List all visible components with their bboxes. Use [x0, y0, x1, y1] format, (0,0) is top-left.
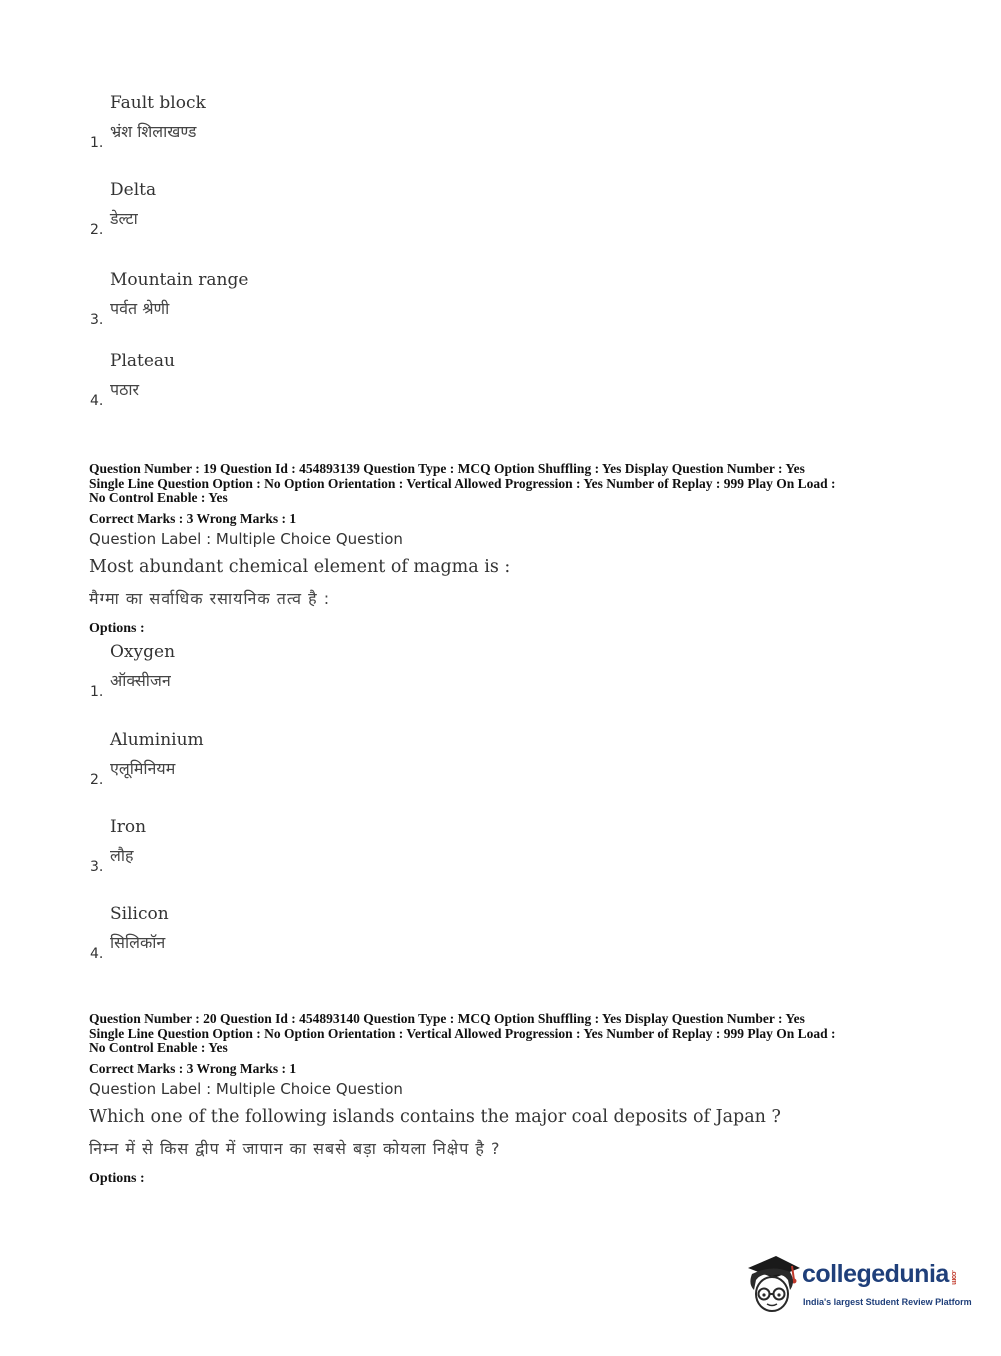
meta-line: Single Line Question Option : No Option Orientation : Vertical Allowed Progression : Yes Number of Replay : 999 Play On Load :: [89, 475, 836, 491]
q20-options-heading: Options :: [89, 1171, 145, 1186]
logo-brand-text: [802, 1260, 957, 1289]
option-text-hi: पठार: [110, 380, 140, 399]
q20-meta: [89, 1012, 919, 1056]
mascot-icon: [742, 1250, 804, 1316]
option-number: 2.: [90, 222, 104, 238]
option-text-hi: पर्वत श्रेणी: [110, 299, 170, 318]
option-text-hi: डेल्टा: [110, 209, 138, 228]
q20-question-hi: निम्न में से किस द्वीप में जापान का सबसे बड़ा कोयला निक्षेप है ?: [89, 1139, 501, 1158]
collegedunia-logo: [742, 1250, 972, 1320]
option-number: 1.: [90, 135, 104, 151]
option-text-hi: एलूमिनियम: [110, 759, 176, 778]
q19-meta: [89, 462, 919, 506]
option-number: 3.: [90, 312, 104, 328]
q19-options-heading: Options :: [89, 621, 145, 636]
option-text-en: Aluminium: [110, 730, 204, 750]
q20-marks: Correct Marks : 3 Wrong Marks : 1: [89, 1061, 297, 1076]
option-text-en: Mountain range: [110, 270, 249, 290]
option-number: 4.: [90, 393, 104, 409]
logo-tagline: India's largest Student Review Platform: [803, 1297, 972, 1307]
option-text-en: Oxygen: [110, 642, 176, 662]
option-text-hi: सिलिकॉन: [110, 933, 166, 952]
meta-line: Question Number : 20 Question Id : 454893140 Question Type : MCQ Option Shuffling : Yes Display Question Number : Yes: [89, 1011, 805, 1026]
q20-label: Question Label : Multiple Choice Question: [89, 1080, 403, 1098]
option-number: 4.: [90, 946, 104, 962]
option-text-en: Iron: [110, 817, 147, 837]
meta-line: Single Line Question Option : No Option Orientation : Vertical Allowed Progression : Yes Number of Replay : 999 Play On Load :: [89, 1025, 836, 1041]
meta-line: Question Number : 19 Question Id : 454893139 Question Type : MCQ Option Shuffling : Yes Display Question Number : Yes: [89, 461, 805, 476]
option-number: 1.: [90, 684, 104, 700]
option-text-hi: भ्रंश शिलाखण्ड: [110, 122, 197, 141]
q20-question-en: Which one of the following islands contains the major coal deposits of Japan ?: [89, 1107, 781, 1127]
meta-line: No Control Enable : Yes: [89, 1040, 228, 1056]
q19-marks: Correct Marks : 3 Wrong Marks : 1: [89, 511, 297, 526]
option-text-en: Delta: [110, 180, 157, 200]
option-text-en: Plateau: [110, 351, 175, 371]
option-number: 3.: [90, 859, 104, 875]
brand-name: collegedunia: [802, 1260, 949, 1288]
q19-question-hi: मैग्मा का सर्वाधिक रसायनिक तत्व है :: [89, 589, 331, 608]
q19-label: Question Label : Multiple Choice Question: [89, 530, 403, 548]
option-number: 2.: [90, 772, 104, 788]
option-text-en: Fault block: [110, 93, 206, 113]
option-text-hi: लौह: [110, 846, 134, 865]
q19-question-en: Most abundant chemical element of magma is :: [89, 557, 511, 577]
option-text-en: Silicon: [110, 904, 169, 924]
meta-line: No Control Enable : Yes: [89, 490, 228, 506]
option-text-hi: ऑक्सीजन: [110, 671, 171, 690]
brand-domain: .com: [949, 1270, 957, 1285]
